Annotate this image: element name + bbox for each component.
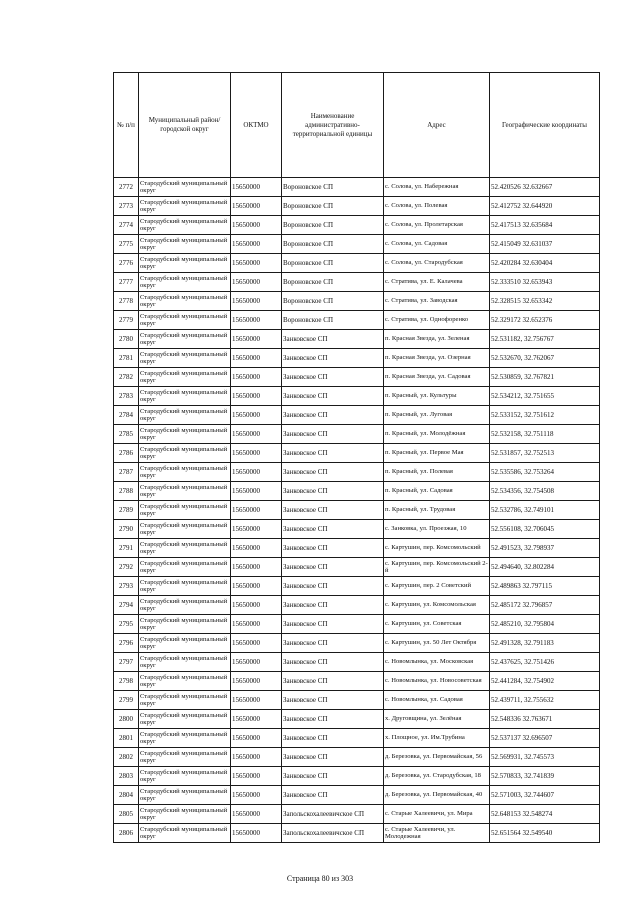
address-cell: п. Красный, ул. Культуры xyxy=(384,387,490,406)
address-cell: с. Солова, ул. Полевая xyxy=(384,197,490,216)
oktmo-cell: 15650000 xyxy=(231,311,282,330)
admin-unit-cell: Занковское СП xyxy=(282,786,384,805)
municipality-cell: Стародубский муниципальный округ xyxy=(139,805,231,824)
table-row xyxy=(114,292,600,311)
address-cell: п. Красная Звезда, ул. Садовая xyxy=(384,368,490,387)
row-number: 2778 xyxy=(114,292,139,311)
address-cell: п. Красная Звезда, ул. Зеленая xyxy=(384,330,490,349)
admin-unit-cell: Занковское СП xyxy=(282,501,384,520)
oktmo-cell: 15650000 xyxy=(231,197,282,216)
table-row xyxy=(114,406,600,425)
row-number: 2787 xyxy=(114,463,139,482)
municipality-cell: Стародубский муниципальный округ xyxy=(139,387,231,406)
admin-unit-cell: Запольскохалеевичское СП xyxy=(282,824,384,843)
header-municipality: Муниципальный район/городской округ xyxy=(139,73,231,178)
address-cell: с. Картушин, пер. 2 Советский xyxy=(384,577,490,596)
table-row xyxy=(114,748,600,767)
coordinates-cell: 52.548336 32.763671 xyxy=(490,710,600,729)
oktmo-cell: 15650000 xyxy=(231,292,282,311)
coordinates-cell: 52.485210, 32.795804 xyxy=(490,615,600,634)
address-cell: п. Красная Звезда, ул. Озерная xyxy=(384,349,490,368)
municipality-cell: Стародубский муниципальный округ xyxy=(139,748,231,767)
address-cell: с. Солова, ул. Стародубская xyxy=(384,254,490,273)
coordinates-cell: 52.570833, 32.741839 xyxy=(490,767,600,786)
municipality-cell: Стародубский муниципальный округ xyxy=(139,178,231,197)
municipality-cell: Стародубский муниципальный округ xyxy=(139,615,231,634)
oktmo-cell: 15650000 xyxy=(231,501,282,520)
address-cell: д. Березовка, ул. Первомайская, 56 xyxy=(384,748,490,767)
address-cell: с. Новомлынка, ул. Садовая xyxy=(384,691,490,710)
coordinates-cell: 52.651564 32.549540 xyxy=(490,824,600,843)
table-row xyxy=(114,273,600,292)
admin-unit-cell: Занковское СП xyxy=(282,368,384,387)
admin-unit-cell: Занковское СП xyxy=(282,672,384,691)
row-number: 2796 xyxy=(114,634,139,653)
table-row xyxy=(114,729,600,748)
address-cell: с. Новомлынка, ул. Новосоветская xyxy=(384,672,490,691)
oktmo-cell: 15650000 xyxy=(231,425,282,444)
row-number: 2781 xyxy=(114,349,139,368)
table-row xyxy=(114,482,600,501)
address-cell: д. Березовка, ул. Первомайская, 40 xyxy=(384,786,490,805)
municipality-cell: Стародубский муниципальный округ xyxy=(139,368,231,387)
oktmo-cell: 15650000 xyxy=(231,254,282,273)
municipality-cell: Стародубский муниципальный округ xyxy=(139,653,231,672)
municipality-cell: Стародубский муниципальный округ xyxy=(139,577,231,596)
oktmo-cell: 15650000 xyxy=(231,767,282,786)
municipality-cell: Стародубский муниципальный округ xyxy=(139,729,231,748)
coordinates-cell: 52.532670, 32.762067 xyxy=(490,349,600,368)
address-cell: с. Картушин, ул. 50 Лет Октября xyxy=(384,634,490,653)
admin-unit-cell: Занковское СП xyxy=(282,653,384,672)
row-number: 2773 xyxy=(114,197,139,216)
admin-unit-cell: Запольскохалеевичское СП xyxy=(282,805,384,824)
admin-unit-cell: Занковское СП xyxy=(282,558,384,577)
table-row xyxy=(114,596,600,615)
coordinates-cell: 52.415049 32.631037 xyxy=(490,235,600,254)
row-number: 2803 xyxy=(114,767,139,786)
table-row xyxy=(114,330,600,349)
admin-unit-cell: Занковское СП xyxy=(282,330,384,349)
coordinates-cell: 52.329172 32.652376 xyxy=(490,311,600,330)
admin-unit-cell: Занковское СП xyxy=(282,482,384,501)
row-number: 2776 xyxy=(114,254,139,273)
header-admin-unit: Наименование административно-территориальной единицы xyxy=(282,73,384,178)
table-row xyxy=(114,178,600,197)
header-address: Адрес xyxy=(384,73,490,178)
table-row xyxy=(114,767,600,786)
municipality-cell: Стародубский муниципальный округ xyxy=(139,672,231,691)
row-number: 2799 xyxy=(114,691,139,710)
admin-unit-cell: Занковское СП xyxy=(282,710,384,729)
address-cell: с. Стратива, ул. Е. Калачева xyxy=(384,273,490,292)
oktmo-cell: 15650000 xyxy=(231,463,282,482)
coordinates-cell: 52.569931, 32.745573 xyxy=(490,748,600,767)
table-row xyxy=(114,425,600,444)
oktmo-cell: 15650000 xyxy=(231,824,282,843)
table-row xyxy=(114,311,600,330)
row-number: 2801 xyxy=(114,729,139,748)
oktmo-cell: 15650000 xyxy=(231,634,282,653)
admin-unit-cell: Занковское СП xyxy=(282,539,384,558)
table-row xyxy=(114,501,600,520)
table-row xyxy=(114,653,600,672)
oktmo-cell: 15650000 xyxy=(231,710,282,729)
address-cell: с. Солова, ул. Набережная xyxy=(384,178,490,197)
address-cell: с. Старые Халеевичи, ул. Мира xyxy=(384,805,490,824)
admin-unit-cell: Вороновское СП xyxy=(282,235,384,254)
row-number: 2784 xyxy=(114,406,139,425)
document-table-container xyxy=(113,72,599,843)
table-row xyxy=(114,634,600,653)
oktmo-cell: 15650000 xyxy=(231,577,282,596)
address-cell: п. Красный, ул. Первое Мая xyxy=(384,444,490,463)
address-cell: с. Занковка, ул. Проезжая, 10 xyxy=(384,520,490,539)
address-cell: х. Друговщина, ул. Зелёная xyxy=(384,710,490,729)
admin-unit-cell: Занковское СП xyxy=(282,349,384,368)
coordinates-cell: 52.530859, 32.767821 xyxy=(490,368,600,387)
municipality-cell: Стародубский муниципальный округ xyxy=(139,330,231,349)
address-cell: с. Картушин, ул. Комсомольская xyxy=(384,596,490,615)
municipality-cell: Стародубский муниципальный округ xyxy=(139,311,231,330)
municipality-cell: Стародубский муниципальный округ xyxy=(139,767,231,786)
municipality-cell: Стародубский муниципальный округ xyxy=(139,463,231,482)
table-row xyxy=(114,672,600,691)
address-cell: с. Стратива, ул. Заводская xyxy=(384,292,490,311)
coordinates-cell: 52.534212, 32.751655 xyxy=(490,387,600,406)
municipality-cell: Стародубский муниципальный округ xyxy=(139,482,231,501)
oktmo-cell: 15650000 xyxy=(231,748,282,767)
oktmo-cell: 15650000 xyxy=(231,520,282,539)
row-number: 2790 xyxy=(114,520,139,539)
address-cell: с. Картушин, пер. Комсомольский 2-й xyxy=(384,558,490,577)
admin-unit-cell: Вороновское СП xyxy=(282,273,384,292)
oktmo-cell: 15650000 xyxy=(231,805,282,824)
admin-unit-cell: Занковское СП xyxy=(282,520,384,539)
table-row xyxy=(114,520,600,539)
admin-unit-cell: Занковское СП xyxy=(282,729,384,748)
municipality-cell: Стародубский муниципальный округ xyxy=(139,824,231,843)
admin-unit-cell: Занковское СП xyxy=(282,444,384,463)
row-number: 2804 xyxy=(114,786,139,805)
row-number: 2797 xyxy=(114,653,139,672)
row-number: 2806 xyxy=(114,824,139,843)
address-cell: с. Солова, ул. Пролетарская xyxy=(384,216,490,235)
coordinates-cell: 52.534356, 32.754508 xyxy=(490,482,600,501)
coordinates-cell: 52.491328, 32.791183 xyxy=(490,634,600,653)
coordinates-cell: 52.491523, 32.798937 xyxy=(490,539,600,558)
municipality-cell: Стародубский муниципальный округ xyxy=(139,691,231,710)
row-number: 2786 xyxy=(114,444,139,463)
row-number: 2772 xyxy=(114,178,139,197)
oktmo-cell: 15650000 xyxy=(231,406,282,425)
address-cell: х. Площное, ул. Им.Трубина xyxy=(384,729,490,748)
municipality-cell: Стародубский муниципальный округ xyxy=(139,710,231,729)
oktmo-cell: 15650000 xyxy=(231,729,282,748)
coordinates-cell: 52.420284 32.630404 xyxy=(490,254,600,273)
oktmo-cell: 15650000 xyxy=(231,178,282,197)
oktmo-cell: 15650000 xyxy=(231,691,282,710)
coordinates-cell: 52.439711, 32.755632 xyxy=(490,691,600,710)
row-number: 2782 xyxy=(114,368,139,387)
address-cell: с. Солова, ул. Садовая xyxy=(384,235,490,254)
municipality-cell: Стародубский муниципальный округ xyxy=(139,349,231,368)
table-row xyxy=(114,235,600,254)
oktmo-cell: 15650000 xyxy=(231,235,282,254)
coordinates-cell: 52.420526 32.632667 xyxy=(490,178,600,197)
municipality-cell: Стародубский муниципальный округ xyxy=(139,425,231,444)
municipality-cell: Стародубский муниципальный округ xyxy=(139,539,231,558)
admin-unit-cell: Занковское СП xyxy=(282,577,384,596)
coordinates-cell: 52.412752 32.644920 xyxy=(490,197,600,216)
coordinates-cell: 52.494640, 32.802284 xyxy=(490,558,600,577)
admin-unit-cell: Вороновское СП xyxy=(282,254,384,273)
table-row xyxy=(114,558,600,577)
admin-unit-cell: Вороновское СП xyxy=(282,197,384,216)
row-number: 2788 xyxy=(114,482,139,501)
coordinates-cell: 52.531182, 32.756767 xyxy=(490,330,600,349)
oktmo-cell: 15650000 xyxy=(231,216,282,235)
admin-unit-cell: Занковское СП xyxy=(282,387,384,406)
row-number: 2777 xyxy=(114,273,139,292)
admin-unit-cell: Вороновское СП xyxy=(282,178,384,197)
header-number: № п/п xyxy=(114,73,139,178)
address-cell: п. Красный, ул. Садовая xyxy=(384,482,490,501)
table-row xyxy=(114,463,600,482)
coordinates-cell: 52.328515 32.653342 xyxy=(490,292,600,311)
coordinates-cell: 52.417513 32.635684 xyxy=(490,216,600,235)
coordinates-cell: 52.489863 32.797115 xyxy=(490,577,600,596)
row-number: 2792 xyxy=(114,558,139,577)
coordinates-cell: 52.532786, 32.749101 xyxy=(490,501,600,520)
row-number: 2791 xyxy=(114,539,139,558)
table-body xyxy=(114,178,600,843)
municipality-cell: Стародубский муниципальный округ xyxy=(139,634,231,653)
oktmo-cell: 15650000 xyxy=(231,330,282,349)
municipality-cell: Стародубский муниципальный округ xyxy=(139,235,231,254)
municipality-cell: Стародубский муниципальный округ xyxy=(139,520,231,539)
municipality-cell: Стародубский муниципальный округ xyxy=(139,501,231,520)
row-number: 2805 xyxy=(114,805,139,824)
municipality-cell: Стародубский муниципальный округ xyxy=(139,444,231,463)
address-cell: п. Красный, ул. Трудовая xyxy=(384,501,490,520)
table-row xyxy=(114,710,600,729)
admin-unit-cell: Занковское СП xyxy=(282,634,384,653)
row-number: 2775 xyxy=(114,235,139,254)
table-header xyxy=(114,73,600,178)
table-row xyxy=(114,444,600,463)
coordinates-cell: 52.556108, 32.706045 xyxy=(490,520,600,539)
oktmo-cell: 15650000 xyxy=(231,672,282,691)
table-row xyxy=(114,368,600,387)
address-cell: с. Картушин, ул. Советская xyxy=(384,615,490,634)
row-number: 2798 xyxy=(114,672,139,691)
address-cell: с. Стратива, ул. Однофоренко xyxy=(384,311,490,330)
table-row xyxy=(114,197,600,216)
municipality-cell: Стародубский муниципальный округ xyxy=(139,596,231,615)
row-number: 2802 xyxy=(114,748,139,767)
oktmo-cell: 15650000 xyxy=(231,596,282,615)
admin-unit-cell: Занковское СП xyxy=(282,615,384,634)
row-number: 2780 xyxy=(114,330,139,349)
address-cell: д. Березовка, ул. Стародубская, 18 xyxy=(384,767,490,786)
coordinates-cell: 52.535586, 32.753264 xyxy=(490,463,600,482)
oktmo-cell: 15650000 xyxy=(231,482,282,501)
row-number: 2793 xyxy=(114,577,139,596)
header-coordinates: Географические координаты xyxy=(490,73,600,178)
admin-unit-cell: Занковское СП xyxy=(282,425,384,444)
oktmo-cell: 15650000 xyxy=(231,558,282,577)
coordinates-cell: 52.531857, 32.752513 xyxy=(490,444,600,463)
municipality-cell: Стародубский муниципальный округ xyxy=(139,558,231,577)
oktmo-cell: 15650000 xyxy=(231,786,282,805)
row-number: 2774 xyxy=(114,216,139,235)
row-number: 2785 xyxy=(114,425,139,444)
coordinates-cell: 52.333510 32.653943 xyxy=(490,273,600,292)
coordinates-cell: 52.537137 32.696507 xyxy=(490,729,600,748)
oktmo-cell: 15650000 xyxy=(231,539,282,558)
table-row xyxy=(114,615,600,634)
table-row xyxy=(114,577,600,596)
oktmo-cell: 15650000 xyxy=(231,349,282,368)
page-number: Страница 80 из 303 xyxy=(286,874,354,883)
locations-table xyxy=(113,72,600,843)
admin-unit-cell: Занковское СП xyxy=(282,748,384,767)
table-header-row xyxy=(114,73,600,178)
admin-unit-cell: Вороновское СП xyxy=(282,216,384,235)
row-number: 2800 xyxy=(114,710,139,729)
table-row xyxy=(114,805,600,824)
row-number: 2795 xyxy=(114,615,139,634)
table-row xyxy=(114,539,600,558)
coordinates-cell: 52.533152, 32.751612 xyxy=(490,406,600,425)
oktmo-cell: 15650000 xyxy=(231,615,282,634)
table-row xyxy=(114,254,600,273)
municipality-cell: Стародубский муниципальный округ xyxy=(139,197,231,216)
coordinates-cell: 52.437625, 32.751426 xyxy=(490,653,600,672)
oktmo-cell: 15650000 xyxy=(231,387,282,406)
admin-unit-cell: Вороновское СП xyxy=(282,311,384,330)
admin-unit-cell: Занковское СП xyxy=(282,767,384,786)
coordinates-cell: 52.571003, 32.744607 xyxy=(490,786,600,805)
address-cell: п. Красный, ул. Луговая xyxy=(384,406,490,425)
table-row xyxy=(114,786,600,805)
coordinates-cell: 52.648153 32.548274 xyxy=(490,805,600,824)
oktmo-cell: 15650000 xyxy=(231,368,282,387)
address-cell: с. Новомлынка, ул. Московская xyxy=(384,653,490,672)
admin-unit-cell: Вороновское СП xyxy=(282,292,384,311)
admin-unit-cell: Занковское СП xyxy=(282,596,384,615)
municipality-cell: Стародубский муниципальный округ xyxy=(139,273,231,292)
coordinates-cell: 52.485172 32.796857 xyxy=(490,596,600,615)
row-number: 2783 xyxy=(114,387,139,406)
row-number: 2794 xyxy=(114,596,139,615)
table-row xyxy=(114,824,600,843)
coordinates-cell: 52.532158, 32.751118 xyxy=(490,425,600,444)
address-cell: с. Старые Халеевичи, ул. Молодежная xyxy=(384,824,490,843)
table-row xyxy=(114,387,600,406)
address-cell: с. Картушин, пер. Комсомольский xyxy=(384,539,490,558)
table-row xyxy=(114,349,600,368)
table-row xyxy=(114,691,600,710)
address-cell: п. Красный, ул. Молодёжная xyxy=(384,425,490,444)
coordinates-cell: 52.441284, 32.754902 xyxy=(490,672,600,691)
oktmo-cell: 15650000 xyxy=(231,653,282,672)
municipality-cell: Стародубский муниципальный округ xyxy=(139,254,231,273)
municipality-cell: Стародубский муниципальный округ xyxy=(139,786,231,805)
admin-unit-cell: Занковское СП xyxy=(282,463,384,482)
row-number: 2779 xyxy=(114,311,139,330)
header-oktmo: ОКТМО xyxy=(231,73,282,178)
municipality-cell: Стародубский муниципальный округ xyxy=(139,292,231,311)
oktmo-cell: 15650000 xyxy=(231,273,282,292)
municipality-cell: Стародубский муниципальный округ xyxy=(139,406,231,425)
admin-unit-cell: Занковское СП xyxy=(282,691,384,710)
municipality-cell: Стародубский муниципальный округ xyxy=(139,216,231,235)
address-cell: п. Красный, ул. Полевая xyxy=(384,463,490,482)
oktmo-cell: 15650000 xyxy=(231,444,282,463)
row-number: 2789 xyxy=(114,501,139,520)
admin-unit-cell: Занковское СП xyxy=(282,406,384,425)
table-row xyxy=(114,216,600,235)
